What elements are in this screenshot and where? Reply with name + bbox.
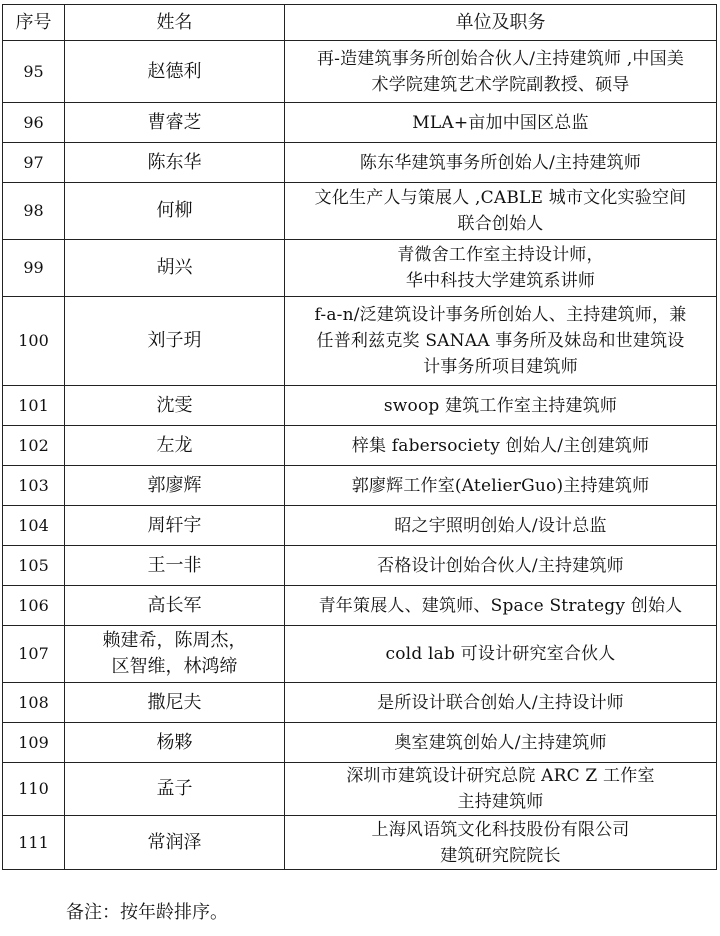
- role-line: 再-造建筑事务所创始合伙人/主持建筑师 ,中国美: [316, 48, 685, 69]
- role-line: 陈东华建筑事务所创始人/主持建筑师: [359, 152, 642, 173]
- row-role: [285, 763, 717, 816]
- role-line: 任普利兹克奖 SANAA 事务所及妹岛和世建筑设: [316, 331, 685, 351]
- role-line: 否格设计创始合伙人/主持建筑师: [377, 555, 624, 576]
- name-line: 刘子玥: [147, 330, 202, 351]
- row-name: [65, 723, 285, 763]
- table-row: [3, 297, 717, 386]
- table-row: [3, 723, 717, 763]
- row-number: 110: [3, 763, 65, 816]
- table-row: [3, 466, 717, 506]
- row-number: 96: [3, 103, 65, 143]
- row-number: 111: [3, 816, 65, 870]
- row-role: [285, 386, 717, 426]
- row-name: [65, 240, 285, 297]
- table-row: [3, 183, 717, 240]
- name-line: 常润泽: [147, 831, 202, 853]
- table-row: [3, 586, 717, 626]
- name-line: 郭廖辉: [147, 474, 202, 496]
- row-role: [285, 586, 717, 626]
- name-line: 沈雯: [156, 394, 193, 416]
- name-line: 何柳: [156, 200, 193, 221]
- table-row: [3, 143, 717, 183]
- role-line: 建筑研究院院长: [440, 845, 561, 866]
- name-line: 陈东华: [147, 151, 202, 173]
- row-name: [65, 506, 285, 546]
- row-name: [65, 297, 285, 386]
- table-row: [3, 626, 717, 683]
- row-name: [65, 546, 285, 586]
- row-name: [65, 626, 285, 683]
- row-role: [285, 41, 717, 103]
- row-number: 103: [3, 466, 65, 506]
- row-name: [65, 683, 285, 723]
- role-line: 主持建筑师: [457, 792, 544, 812]
- row-name: [65, 386, 285, 426]
- role-line: 郭廖辉工作室(AtelierGuo)主持建筑师: [351, 475, 650, 496]
- role-line: 奥室建筑创始人/主持建筑师: [394, 732, 607, 753]
- row-name: [65, 763, 285, 816]
- role-line: 梓集 fabersociety 创始人/主创建筑师: [351, 435, 650, 456]
- table-row: [3, 683, 717, 723]
- row-role: [285, 143, 717, 183]
- name-line: 左龙: [156, 434, 193, 456]
- role-line: f-a-n/泛建筑设计事务所创始人、主持建筑师，兼: [314, 305, 687, 325]
- row-role: [285, 240, 717, 297]
- row-role: [285, 816, 717, 870]
- table-row: [3, 240, 717, 297]
- table-row: [3, 103, 717, 143]
- row-name: [65, 143, 285, 183]
- row-name: [65, 103, 285, 143]
- name-line: 高长军: [147, 594, 202, 616]
- name-line: 赖建希，陈周杰，: [102, 630, 247, 651]
- row-name: [65, 466, 285, 506]
- header-role: 单位及职务: [285, 5, 717, 41]
- name-line: 王一非: [147, 554, 202, 576]
- row-number: 98: [3, 183, 65, 240]
- table-row: [3, 816, 717, 870]
- name-line: 胡兴: [156, 257, 193, 278]
- role-line: 上海风语筑文化科技股份有限公司: [371, 819, 630, 840]
- role-line: 昭之宇照明创始人/设计总监: [394, 515, 607, 536]
- row-number: 97: [3, 143, 65, 183]
- role-line: 深圳市建筑设计研究总院 ARC Z 工作室: [346, 766, 655, 786]
- row-number: 107: [3, 626, 65, 683]
- row-number: 99: [3, 240, 65, 297]
- roster-table: [2, 4, 717, 870]
- row-name: [65, 183, 285, 240]
- row-number: 106: [3, 586, 65, 626]
- row-role: [285, 297, 717, 386]
- row-name: [65, 586, 285, 626]
- name-line: 撒尼夫: [147, 691, 202, 713]
- table-row: [3, 426, 717, 466]
- table-row: [3, 506, 717, 546]
- name-line: 区智维，林鸿缔: [111, 656, 238, 677]
- row-role: [285, 466, 717, 506]
- name-line: 杨夥: [156, 731, 193, 753]
- header-row: [3, 5, 717, 41]
- row-number: 95: [3, 41, 65, 103]
- row-number: 101: [3, 386, 65, 426]
- role-line: 是所设计联合创始人/主持设计师: [377, 692, 624, 713]
- name-line: 曹睿芝: [147, 111, 202, 133]
- roster-body: [3, 41, 717, 870]
- row-name: [65, 816, 285, 870]
- row-number: 109: [3, 723, 65, 763]
- role-line: 联合创始人: [457, 214, 544, 234]
- name-line: 赵德利: [147, 60, 202, 82]
- role-line: 文化生产人与策展人 ,CABLE 城市文化实验空间: [314, 188, 687, 208]
- role-line: MLA+亩加中国区总监: [412, 112, 589, 133]
- row-number: 100: [3, 297, 65, 386]
- role-line: swoop 建筑工作室主持建筑师: [383, 395, 618, 416]
- row-role: [285, 183, 717, 240]
- header-num: 序号: [3, 5, 65, 41]
- row-role: [285, 723, 717, 763]
- table-row: [3, 41, 717, 103]
- table-row: [3, 763, 717, 816]
- row-role: [285, 546, 717, 586]
- name-line: 周轩宇: [147, 514, 202, 536]
- footnote: 备注：按年龄排序。: [66, 902, 228, 923]
- row-role: [285, 103, 717, 143]
- row-number: 104: [3, 506, 65, 546]
- row-role: [285, 626, 717, 683]
- role-line: 青年策展人、建筑师、Space Strategy 创始人: [318, 595, 683, 616]
- row-number: 108: [3, 683, 65, 723]
- role-line: 青微舍工作室主持设计师，: [397, 245, 604, 265]
- name-line: 孟子: [156, 778, 193, 799]
- table-row: [3, 546, 717, 586]
- row-role: [285, 426, 717, 466]
- role-line: 计事务所项目建筑师: [423, 357, 578, 377]
- row-role: [285, 683, 717, 723]
- table-row: [3, 386, 717, 426]
- row-number: 102: [3, 426, 65, 466]
- row-role: [285, 506, 717, 546]
- role-line: 术学院建筑艺术学院副教授、硕导: [371, 74, 630, 95]
- role-line: 华中科技大学建筑系讲师: [405, 271, 596, 291]
- role-line: cold lab 可设计研究室合伙人: [385, 644, 616, 664]
- row-name: [65, 426, 285, 466]
- row-name: [65, 41, 285, 103]
- row-number: 105: [3, 546, 65, 586]
- header-name: 姓名: [65, 5, 285, 41]
